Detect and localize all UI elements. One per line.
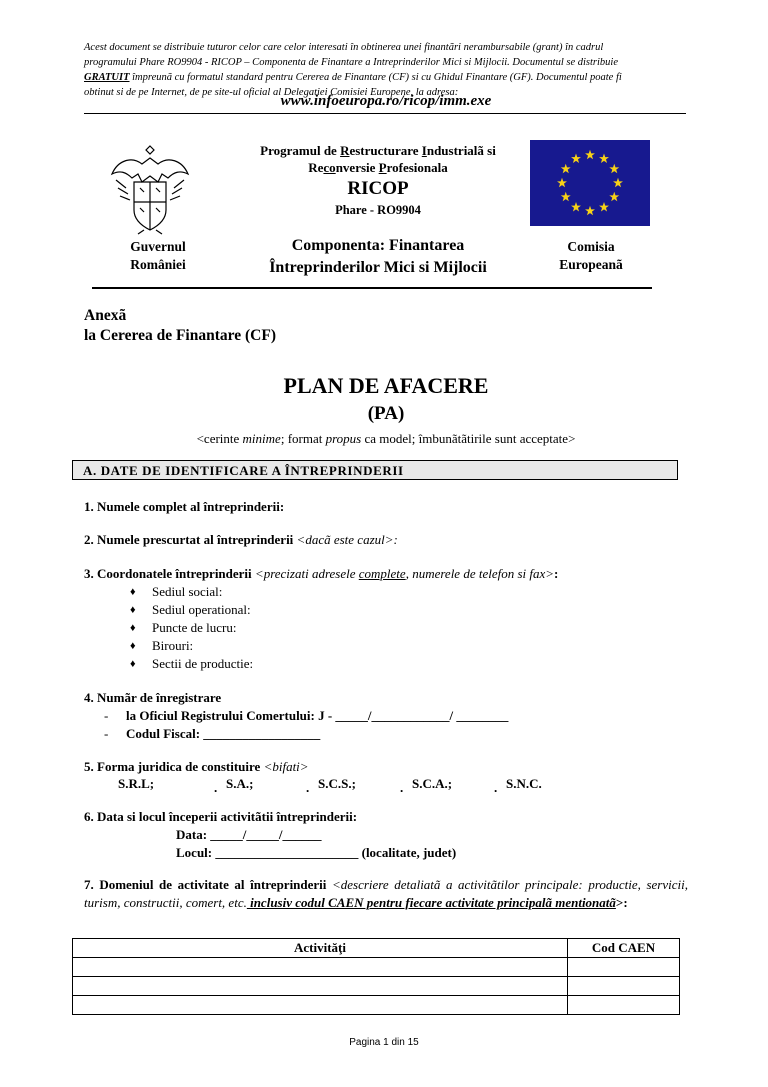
- source-url[interactable]: www.infoeuropa.ro/ricop/imm.exe: [280, 93, 492, 109]
- eu-star-icon: [561, 164, 571, 173]
- option-snc[interactable]: S.N.C.: [506, 776, 542, 791]
- program-acronym: RICOP: [347, 178, 409, 199]
- question-2: 2. Numele prescurtat al întreprinderii <dacã este cazul>:: [84, 532, 398, 547]
- option-srl[interactable]: S.R.L;: [118, 776, 155, 791]
- column-header-activities: Activităţi: [73, 939, 568, 958]
- eu-star-icon: [571, 154, 581, 163]
- header-divider: [84, 113, 686, 114]
- eu-star-icon: [561, 192, 571, 201]
- document-title: PLAN DE AFACERE: [283, 373, 489, 398]
- table-row: [73, 996, 680, 1015]
- list-item: - la Oficiul Registrului Comertului: J - _____/____________/ ________: [104, 707, 508, 725]
- list-item: ♦ Sectii de productie:: [130, 655, 253, 673]
- commission-label: Comisia Europeanã: [559, 239, 623, 272]
- gratuit-label: GRATUIT: [84, 72, 130, 83]
- eu-star-icon: [613, 178, 623, 187]
- phare-code: Phare - RO9904: [335, 203, 421, 217]
- table-cell[interactable]: [73, 977, 568, 996]
- checkbox-sca[interactable]: .: [400, 780, 404, 795]
- option-sca[interactable]: S.C.A.;: [412, 776, 453, 791]
- eu-star-icon: [609, 164, 619, 173]
- list-item: ♦ Sediul social:: [130, 583, 253, 601]
- checkbox-snc[interactable]: .: [494, 780, 498, 795]
- question-3: 3. Coordonatele întreprinderii <precizati adresele complete, numerele de telefon si fax>:: [84, 566, 559, 581]
- option-sa[interactable]: S.A.;: [226, 776, 254, 791]
- romania-coat-of-arms-icon: [104, 140, 196, 236]
- eu-star-icon: [585, 206, 595, 215]
- question-7: 7. Domeniul de activitate al întreprinderii <descriere detaliatã a activitãtilor principale: productie, servicii, turism, constructii, comert, etc. inclusiv codul CAEN pentru fiecare activitate principalã mentionatã>:: [84, 877, 688, 910]
- document-abbrev: (PA): [367, 403, 405, 424]
- eu-flag-icon: [530, 140, 650, 226]
- table-cell[interactable]: [568, 958, 680, 977]
- checkbox-sa[interactable]: .: [214, 780, 218, 795]
- eu-star-icon: [609, 192, 619, 201]
- table-cell[interactable]: [568, 996, 680, 1015]
- column-header-caen: Cod CAEN: [568, 939, 680, 958]
- start-place-field[interactable]: Locul: ______________________ (localitate, judet): [176, 845, 457, 860]
- list-item: ♦ Birouri:: [130, 637, 253, 655]
- table-row: [73, 977, 680, 996]
- table-header-row: [73, 939, 680, 958]
- annex-title: Anexã la Cererea de Finantare (CF): [84, 307, 276, 344]
- question-1: 1. Numele complet al întreprinderii:: [84, 499, 285, 514]
- distribution-notice: Acest document se distribuie tuturor celor care celor interesati în obtinerea unei finantãri nerambursabile (grant) în cadrul programului Phare RO9904 - RICOP – Componenta de Finantare a Intreprinderilor Mici si Mijlocii. Documentul se distribuie GRATUIT împreunã cu formatul standard pentru Cererea de Finantare (CF) si cu Ghidul Finantare (GF). Documentul poate fi obtinut si de pe Internet, de pe site-ul oficial al Delegatiei Comisiei Europene, la adresa:: [84, 42, 622, 98]
- question-5: 5. Forma juridica de constituire <bifati>: [84, 759, 309, 774]
- coordinates-list: [130, 583, 253, 673]
- heading-divider: [92, 287, 652, 289]
- table-cell[interactable]: [568, 977, 680, 996]
- list-item: - Codul Fiscal: __________________: [104, 725, 508, 743]
- eu-star-icon: [585, 150, 595, 159]
- program-title: Programul de Restructurare Industrialã si Reconversie Profesionala: [260, 143, 496, 175]
- eu-star-icon: [557, 178, 567, 187]
- eu-star-icon: [571, 202, 581, 211]
- requirements-note: <cerinte minime; format propus ca model; îmbunãtãtirile sunt acceptate>: [196, 431, 576, 446]
- start-date-field[interactable]: Data: _____/_____/______: [176, 827, 322, 842]
- page-number: Pagina 1 din 15: [349, 1037, 419, 1048]
- question-4: 4. Numãr de înregistrare: [84, 690, 222, 705]
- component-title: Componenta: Finantarea Întreprinderilor Mici si Mijlocii: [269, 237, 487, 276]
- table-cell[interactable]: [73, 996, 568, 1015]
- eu-star-icon: [599, 154, 609, 163]
- legal-form-options: [118, 776, 568, 794]
- activities-table: [72, 938, 680, 1015]
- section-a-header: A. DATE DE IDENTIFICARE A ÎNTREPRINDERII: [72, 460, 678, 480]
- table-row: [73, 958, 680, 977]
- question-6: 6. Data si locul începerii activitãtii întreprinderii:: [84, 809, 358, 824]
- eu-star-icon: [599, 202, 609, 211]
- checkbox-scs[interactable]: .: [306, 780, 310, 795]
- list-item: ♦ Puncte de lucru:: [130, 619, 253, 637]
- registration-list: [104, 707, 508, 743]
- list-item: ♦ Sediul operational:: [130, 601, 253, 619]
- table-cell[interactable]: [73, 958, 568, 977]
- option-scs[interactable]: S.C.S.;: [318, 776, 356, 791]
- government-label: Guvernul României: [130, 239, 186, 272]
